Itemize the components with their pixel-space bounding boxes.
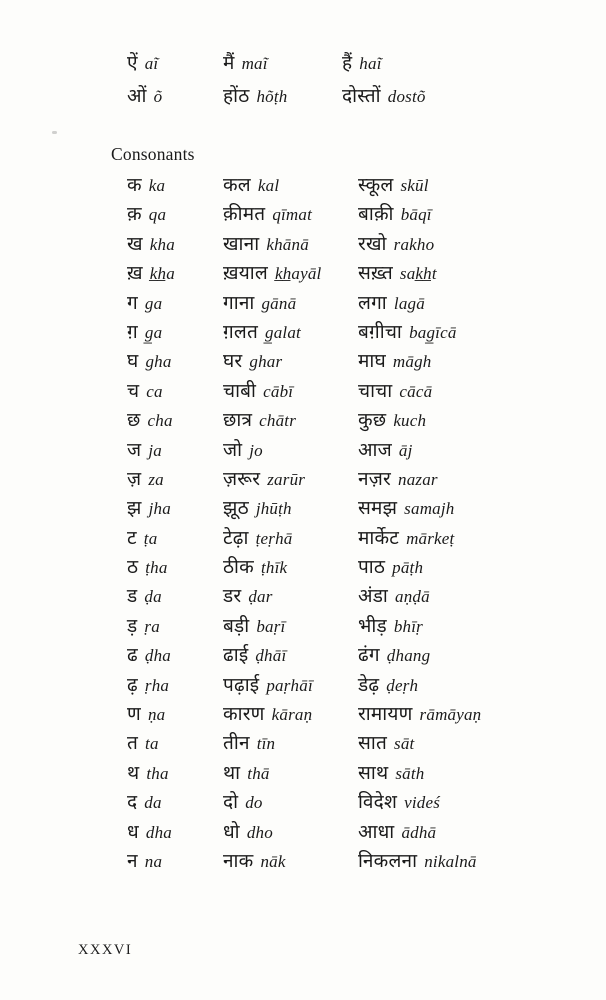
example2-transliteration: bag̲īcā <box>409 322 457 342</box>
example1-cell <box>223 230 358 260</box>
example2-devanagari: बग़ीचा <box>358 321 403 343</box>
example1-devanagari: मैं <box>223 53 235 74</box>
example2-transliteration: videś <box>404 793 441 813</box>
example2-transliteration: nazar <box>398 469 438 489</box>
example2-cell <box>358 289 596 319</box>
letter-devanagari: थ <box>127 762 140 784</box>
example1-devanagari: था <box>223 762 241 784</box>
example1-cell <box>223 641 358 671</box>
letter-transliteration: qa <box>148 205 167 225</box>
example1-cell <box>223 171 358 201</box>
letter-cell <box>127 582 223 612</box>
example1-transliteration: ḍhāī <box>255 646 287 666</box>
example1-devanagari: पढ़ाई <box>223 674 260 696</box>
example1-devanagari: ग़लत <box>223 321 259 343</box>
example1-devanagari: चाबी <box>223 380 257 402</box>
letter-devanagari: ढ <box>127 645 138 667</box>
example2-cell <box>358 494 596 524</box>
letter-devanagari: ख <box>127 233 143 255</box>
pronunciation-row <box>127 847 596 876</box>
example2-transliteration: māgh <box>392 352 432 372</box>
example2-transliteration: sāth <box>395 763 425 783</box>
letter-devanagari: क़ <box>127 204 142 226</box>
example2-devanagari: रखो <box>358 233 387 255</box>
pronunciation-row <box>127 80 586 113</box>
example2-cell <box>358 406 596 436</box>
letter-transliteration: ga <box>144 293 163 313</box>
example1-transliteration: maĩ <box>241 54 268 73</box>
letter-cell <box>127 465 223 495</box>
letter-cell <box>127 171 223 201</box>
example1-cell <box>223 347 358 377</box>
example1-cell <box>223 700 358 730</box>
pronunciation-row <box>127 671 596 700</box>
letter-devanagari: क <box>127 175 142 196</box>
pronunciation-row <box>127 700 596 729</box>
example2-cell <box>342 80 586 114</box>
pronunciation-row <box>127 494 596 523</box>
letter-cell <box>127 47 223 81</box>
example2-cell <box>358 259 596 289</box>
example1-cell <box>223 847 358 877</box>
example1-cell <box>223 494 358 524</box>
example1-cell <box>223 377 358 407</box>
example2-transliteration: samajh <box>404 499 455 519</box>
letter-transliteration: ka <box>148 176 166 195</box>
example2-devanagari: हैं <box>342 53 353 74</box>
example1-cell <box>223 406 358 436</box>
example1-transliteration: dho <box>246 822 273 842</box>
letter-cell <box>127 671 223 701</box>
letter-transliteration: gha <box>145 352 172 372</box>
example1-transliteration: qīmat <box>272 205 313 225</box>
letter-transliteration: ta <box>145 734 159 754</box>
example1-transliteration: baṛī <box>256 616 286 636</box>
example2-devanagari: डेढ़ <box>358 674 380 696</box>
example1-cell <box>223 524 358 554</box>
letter-devanagari: न <box>127 850 138 872</box>
letter-devanagari: ड <box>127 586 138 608</box>
pronunciation-row <box>127 289 596 318</box>
example2-transliteration: ḍeṛh <box>386 675 419 695</box>
pronunciation-row <box>127 759 596 788</box>
example1-cell <box>223 818 358 848</box>
example1-devanagari: ढाई <box>223 645 249 667</box>
letter-devanagari: ध <box>127 821 139 843</box>
example2-devanagari: स्कूल <box>358 175 394 196</box>
example2-transliteration: sak̲h̲t <box>399 264 437 284</box>
example1-cell <box>223 80 342 114</box>
example2-devanagari: माघ <box>358 351 386 373</box>
letter-devanagari: ट <box>127 527 137 549</box>
letter-transliteration: aĩ <box>144 54 159 73</box>
example1-transliteration: g̲alat <box>265 322 301 342</box>
example1-transliteration: cābī <box>263 381 294 401</box>
example1-devanagari: कल <box>223 175 251 196</box>
example1-devanagari: ज़रूर <box>223 468 261 490</box>
example1-transliteration: chātr <box>259 411 297 431</box>
example1-cell <box>223 200 358 230</box>
example2-cell <box>358 700 596 730</box>
pronunciation-row <box>127 47 586 80</box>
letter-transliteration: ṛa <box>144 616 160 636</box>
letter-devanagari: ज <box>127 439 142 461</box>
example2-transliteration: cācā <box>399 381 433 401</box>
example2-devanagari: अंडा <box>358 586 389 608</box>
letter-cell <box>127 818 223 848</box>
example1-devanagari: दो <box>223 792 239 814</box>
example2-transliteration: aṇḍā <box>395 587 430 607</box>
example2-devanagari: सात <box>358 733 387 755</box>
example2-cell <box>358 347 596 377</box>
letter-cell <box>127 318 223 348</box>
example2-devanagari: लगा <box>358 292 387 314</box>
example2-cell <box>358 200 596 230</box>
letter-transliteration: tha <box>146 763 169 783</box>
letter-cell <box>127 200 223 230</box>
example1-devanagari: धो <box>223 821 240 843</box>
example1-devanagari: बड़ी <box>223 615 250 637</box>
consonant-table <box>127 171 596 876</box>
example1-cell <box>223 582 358 612</box>
letter-cell <box>127 641 223 671</box>
letter-transliteration: za <box>148 469 164 489</box>
example1-cell <box>223 436 358 466</box>
letter-cell <box>127 553 223 583</box>
example1-transliteration: tīn <box>256 734 276 754</box>
example2-devanagari: नज़र <box>358 468 392 490</box>
example2-transliteration: āj <box>398 440 413 460</box>
example1-devanagari: क़ीमत <box>223 204 266 226</box>
letter-devanagari: ण <box>127 704 141 726</box>
page-number: XXXVI <box>78 942 133 958</box>
section-heading: Consonants <box>111 144 195 164</box>
letter-cell <box>127 494 223 524</box>
letter-cell <box>127 289 223 319</box>
example1-transliteration: ṭeṛhā <box>255 528 293 548</box>
example2-transliteration: bāqī <box>400 205 432 225</box>
letter-devanagari: त <box>127 733 139 755</box>
letter-devanagari: ग <box>127 292 138 314</box>
pronunciation-row <box>127 553 596 582</box>
example2-cell <box>358 671 596 701</box>
example1-transliteration: ghar <box>249 352 283 372</box>
example1-devanagari: टेढ़ा <box>223 527 249 549</box>
example1-cell <box>223 788 358 818</box>
letter-cell <box>127 347 223 377</box>
letter-transliteration: ṛha <box>144 675 170 695</box>
letter-transliteration: ca <box>146 381 163 401</box>
pronunciation-row <box>127 230 596 259</box>
example2-devanagari: आज <box>358 439 392 461</box>
letter-devanagari: ओं <box>127 86 147 107</box>
example2-devanagari: आधा <box>358 821 395 843</box>
letter-transliteration: jha <box>148 499 171 519</box>
example2-devanagari: समझ <box>358 498 398 520</box>
example1-cell <box>223 47 342 81</box>
letter-cell <box>127 759 223 789</box>
example1-cell <box>223 465 358 495</box>
example2-cell <box>358 465 596 495</box>
letter-transliteration: da <box>144 793 162 813</box>
letter-cell <box>127 788 223 818</box>
example2-transliteration: nikalnā <box>424 851 477 871</box>
letter-transliteration: k̲h̲a <box>149 264 175 284</box>
example2-devanagari: कुछ <box>358 410 387 432</box>
example1-devanagari: कारण <box>223 704 265 726</box>
example2-cell <box>358 612 596 642</box>
pronunciation-row <box>127 729 596 758</box>
letter-cell <box>127 729 223 759</box>
example2-devanagari: पाठ <box>358 557 386 579</box>
example1-devanagari: होंठ <box>223 86 250 107</box>
example2-cell <box>358 582 596 612</box>
letter-cell <box>127 406 223 436</box>
pronunciation-row <box>127 318 596 347</box>
letter-devanagari: ग़ <box>127 321 138 343</box>
example1-transliteration: zarūr <box>267 469 306 489</box>
example2-cell <box>358 759 596 789</box>
pronunciation-row <box>127 524 596 553</box>
example2-cell <box>358 230 596 260</box>
nasalized-vowel-table <box>127 47 586 113</box>
letter-transliteration: g̲a <box>144 322 163 342</box>
letter-devanagari: ज़ <box>127 468 142 490</box>
example1-transliteration: hõṭh <box>256 87 288 106</box>
letter-devanagari: घ <box>127 351 139 373</box>
example2-devanagari: विदेश <box>358 792 398 814</box>
pronunciation-row <box>127 436 596 465</box>
example1-transliteration: jo <box>249 440 263 460</box>
pronunciation-row <box>127 377 596 406</box>
example1-devanagari: छात्र <box>223 410 253 432</box>
example1-devanagari: डर <box>223 586 242 608</box>
example1-transliteration: kāraṇ <box>271 705 313 725</box>
letter-transliteration: ḍa <box>144 587 162 607</box>
example2-transliteration: pāṭh <box>392 558 424 578</box>
example2-cell <box>358 318 596 348</box>
example2-devanagari: ढंग <box>358 645 380 667</box>
example1-transliteration: khānā <box>266 234 309 254</box>
example2-devanagari: रामायण <box>358 704 413 726</box>
letter-transliteration: dha <box>145 822 172 842</box>
example1-devanagari: ख़याल <box>223 263 268 285</box>
example2-devanagari: निकलना <box>358 850 418 872</box>
letter-devanagari: ऐं <box>127 53 138 74</box>
example1-transliteration: gānā <box>261 293 297 313</box>
example1-cell <box>223 671 358 701</box>
example2-cell <box>358 788 596 818</box>
pronunciation-row <box>127 347 596 376</box>
letter-devanagari: छ <box>127 410 141 432</box>
example1-transliteration: jhūṭh <box>255 499 292 519</box>
pronunciation-row <box>127 788 596 817</box>
example2-transliteration: rāmāyaṇ <box>419 705 482 725</box>
example2-devanagari: दोस्तों <box>342 86 381 107</box>
example1-cell <box>223 289 358 319</box>
example2-devanagari: चाचा <box>358 380 393 402</box>
example2-cell <box>342 47 586 81</box>
example1-devanagari: खाना <box>223 233 260 255</box>
example2-transliteration: rakho <box>393 234 435 254</box>
letter-transliteration: ṭha <box>145 558 168 578</box>
example2-cell <box>358 377 596 407</box>
example2-devanagari: साथ <box>358 762 389 784</box>
example1-cell <box>223 259 358 289</box>
letter-devanagari: ठ <box>127 557 139 579</box>
example1-cell <box>223 729 358 759</box>
letter-cell <box>127 377 223 407</box>
example2-devanagari: मार्केट <box>358 527 400 549</box>
letter-devanagari: द <box>127 792 138 814</box>
example1-devanagari: जो <box>223 439 243 461</box>
example1-devanagari: झूठ <box>223 498 249 520</box>
letter-transliteration: õ <box>153 87 163 106</box>
example1-transliteration: do <box>245 793 263 813</box>
letter-transliteration: ṭa <box>143 528 158 548</box>
letter-transliteration: na <box>144 851 163 871</box>
letter-cell <box>127 524 223 554</box>
example2-transliteration: bhīṛ <box>393 616 423 636</box>
letter-cell <box>127 612 223 642</box>
example2-cell <box>358 524 596 554</box>
example1-devanagari: गाना <box>223 292 255 314</box>
example1-devanagari: घर <box>223 351 243 373</box>
example1-transliteration: nāk <box>260 851 286 871</box>
example2-cell <box>358 818 596 848</box>
pronunciation-row <box>127 582 596 611</box>
pronunciation-row <box>127 200 596 229</box>
example2-cell <box>358 436 596 466</box>
example2-transliteration: skūl <box>400 176 429 195</box>
example2-devanagari: सख़्त <box>358 263 393 285</box>
example2-transliteration: mārkeṭ <box>406 528 455 548</box>
pronunciation-row <box>127 465 596 494</box>
letter-devanagari: च <box>127 380 140 402</box>
letter-transliteration: cha <box>147 411 173 431</box>
example1-cell <box>223 318 358 348</box>
letter-devanagari: ढ़ <box>127 674 138 696</box>
example1-devanagari: ठीक <box>223 557 254 579</box>
letter-cell <box>127 700 223 730</box>
example2-cell <box>358 847 596 877</box>
example1-cell <box>223 553 358 583</box>
example2-cell <box>358 729 596 759</box>
letter-devanagari: ड़ <box>127 615 138 637</box>
example1-transliteration: ḍar <box>248 587 273 607</box>
example2-cell <box>358 641 596 671</box>
pronunciation-row <box>127 818 596 847</box>
example2-cell <box>358 553 596 583</box>
letter-transliteration: kha <box>149 234 175 254</box>
example2-cell <box>358 171 596 201</box>
scan-speck <box>52 131 57 134</box>
letter-transliteration: ja <box>148 440 162 460</box>
example1-transliteration: thā <box>247 763 270 783</box>
example1-cell <box>223 759 358 789</box>
example1-transliteration: paṛhāī <box>266 675 313 695</box>
letter-cell <box>127 847 223 877</box>
example2-devanagari: भीड़ <box>358 615 387 637</box>
pronunciation-row <box>127 259 596 288</box>
example1-transliteration: k̲h̲ayāl <box>274 264 322 284</box>
letter-devanagari: झ <box>127 498 142 520</box>
example1-transliteration: ṭhīk <box>260 558 288 578</box>
example2-transliteration: dostõ <box>387 87 426 106</box>
example2-transliteration: sāt <box>394 734 415 754</box>
example2-transliteration: lagā <box>393 293 425 313</box>
letter-cell <box>127 436 223 466</box>
example2-transliteration: ādhā <box>401 822 437 842</box>
example2-transliteration: haĩ <box>359 54 382 73</box>
letter-transliteration: ḍha <box>144 646 172 666</box>
letter-cell <box>127 230 223 260</box>
example2-transliteration: kuch <box>393 411 427 431</box>
example1-devanagari: तीन <box>223 733 250 755</box>
letter-cell <box>127 259 223 289</box>
example1-transliteration: kal <box>257 176 280 195</box>
pronunciation-row <box>127 406 596 435</box>
letter-devanagari: ख़ <box>127 263 143 285</box>
pronunciation-row <box>127 612 596 641</box>
example2-devanagari: बाक़ी <box>358 204 394 226</box>
example2-transliteration: ḍhang <box>386 646 431 666</box>
letter-transliteration: ṇa <box>147 705 166 725</box>
example1-cell <box>223 612 358 642</box>
letter-cell <box>127 80 223 114</box>
example1-devanagari: नाक <box>223 850 254 872</box>
pronunciation-row <box>127 171 596 200</box>
pronunciation-row <box>127 641 596 670</box>
